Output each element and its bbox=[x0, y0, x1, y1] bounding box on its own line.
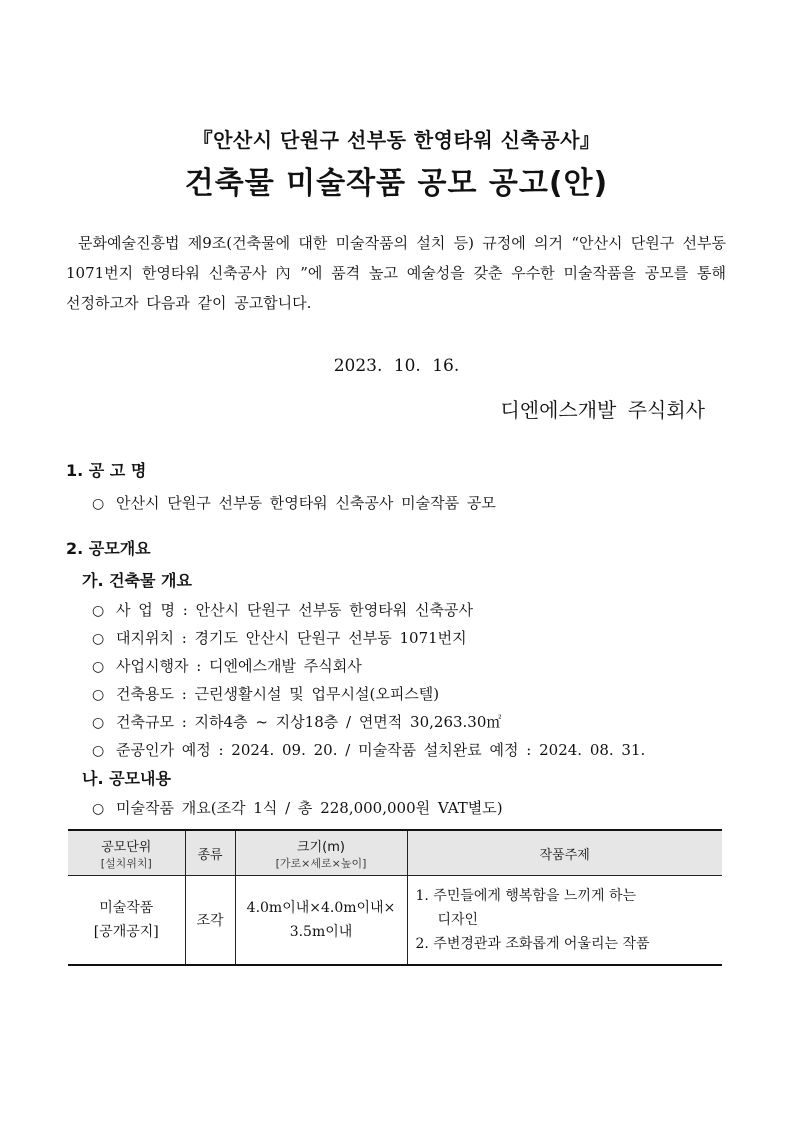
document-title-project: 『안산시 단원구 선부동 한영타워 신축공사』 bbox=[192, 128, 601, 152]
company-name: 디엔에스개발 주식회사 bbox=[500, 398, 705, 422]
circle-bullet-icon: ○ bbox=[92, 715, 105, 731]
list-item: ○ 대지위치 : 경기도 안산시 단원구 선부동 1071번지 bbox=[92, 629, 467, 647]
intro-paragraph: 문화예술진흥법 제9조(건축물에 대한 미술작품의 설치 등) 규정에 의거 “안산시 단원구 선부동 1071번지 한영타워 신축공사 內 ”에 품격 높고 예술성을 갖춘 우수한 미술작품을 공모를 통해 선정하고자 다음과 같이 공고합니다. bbox=[66, 234, 726, 312]
list-item: ○ 건축용도 : 근린생활시설 및 업무시설(오피스텔) bbox=[92, 685, 440, 703]
circle-bullet-icon: ○ bbox=[92, 631, 105, 647]
cell-type: 조각 bbox=[185, 876, 235, 966]
section-2-heading: 2. 공모개요 bbox=[66, 539, 151, 558]
artwork-table bbox=[68, 829, 722, 966]
header-size: 크기(m) [가로×세로×높이] bbox=[235, 830, 407, 876]
section-1-item bbox=[92, 492, 496, 513]
list-item: ○ 미술작품 개요(조각 1식 / 총 228,000,000원 VAT별도) bbox=[92, 799, 503, 817]
section-2a-heading: 가. 건축물 개요 bbox=[82, 571, 192, 590]
circle-bullet-icon: ○ bbox=[92, 659, 105, 675]
header-type: 종류 bbox=[185, 830, 235, 876]
section-2b-heading: 나. 공모내용 bbox=[82, 769, 171, 788]
table-row bbox=[68, 876, 722, 966]
list-item: ○ 사 업 명 : 안산시 단원구 선부동 한영타워 신축공사 bbox=[92, 601, 474, 619]
table-header-row bbox=[68, 830, 722, 876]
circle-bullet-icon: ○ bbox=[92, 743, 105, 759]
cell-unit: 미술작품 [공개공지] bbox=[68, 876, 185, 966]
list-item: ○ 사업시행자 : 디엔에스개발 주식회사 bbox=[92, 657, 362, 675]
cell-size: 4.0m이내×4.0m이내× 3.5m이내 bbox=[235, 876, 407, 966]
circle-bullet-icon: ○ bbox=[92, 801, 105, 817]
list-item: ○ 건축규모 : 지하4층 ~ 지상18층 / 연면적 30,263.30㎡ bbox=[92, 713, 502, 731]
section-1-item-text: 안산시 단원구 선부동 한영타워 신축공사 미술작품 공모 bbox=[116, 494, 496, 512]
announcement-date: 2023. 10. 16. bbox=[333, 356, 460, 376]
circle-bullet-icon: ○ bbox=[92, 603, 105, 619]
header-unit: 공모단위 [설치위치] bbox=[68, 830, 185, 876]
circle-bullet-icon: ○ bbox=[92, 496, 105, 512]
section-1-heading: 1. 공 고 명 bbox=[66, 461, 147, 480]
document-title-main: 건축물 미술작품 공모 공고(안) bbox=[184, 166, 609, 201]
list-item: ○ 준공인가 예정 : 2024. 09. 20. / 미술작품 설치완료 예정 : 2024. 08. 31. bbox=[92, 741, 646, 759]
header-theme: 작품주제 bbox=[407, 830, 722, 876]
circle-bullet-icon: ○ bbox=[92, 687, 105, 703]
cell-theme: 1. 주민들에게 행복함을 느끼게 하는 디자인 2. 주변경관과 조화롭게 어울리는 작품 bbox=[407, 876, 722, 966]
